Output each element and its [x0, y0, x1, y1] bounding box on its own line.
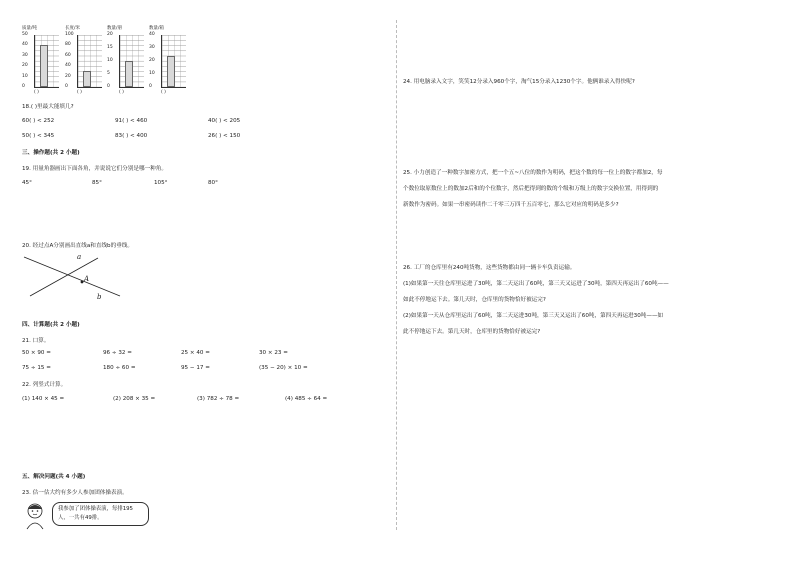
q21-title: 21. 口算。	[22, 338, 50, 344]
section-3-heading: 三、操作题(共 2 小题)	[22, 150, 80, 156]
chart-tick-label: 30	[22, 52, 28, 58]
chart-tick-label: 40	[149, 32, 155, 37]
q25-line: 个数位取原数位上的数加2后和的个位数字，然后把得到的数的个级和万级上的数字交换位置，用得到的	[403, 186, 659, 192]
student-cartoon-icon	[22, 500, 52, 530]
q18-item: 26( ) < 150	[208, 133, 241, 139]
chart-axis-label: 质量/吨	[22, 26, 38, 31]
bar-chart	[107, 25, 149, 97]
q18-item: 40( ) < 205	[208, 118, 241, 124]
chart-tick-label: 10	[107, 58, 113, 63]
q26-line: 26. 工厂的仓库里有240吨货物，这些货物都由同一辆卡车负责运输。	[403, 265, 576, 271]
chart-tick-label: 10	[22, 73, 28, 79]
angle-label: 80°	[208, 180, 218, 186]
bar-chart	[22, 25, 64, 97]
angle-label: 45°	[22, 180, 32, 186]
q19-title: 19. 用量角器画出下面各角，并说说它们分别是哪一种角。	[22, 166, 167, 172]
column-divider	[396, 20, 397, 530]
chart-bar	[125, 61, 133, 87]
chart-answer-blank: ( )	[161, 90, 166, 95]
chart-tick-label: 10	[149, 71, 155, 76]
oral-calc-item: 95 − 17 =	[181, 365, 210, 371]
bar-chart	[65, 25, 107, 97]
chart-tick-label: 5	[107, 71, 110, 76]
angle-label: 105°	[154, 180, 168, 186]
chart-axis-label: 长度/米	[65, 26, 81, 31]
oral-calc-item: 180 ÷ 60 =	[103, 365, 136, 371]
chart-answer-blank: ( )	[34, 90, 39, 95]
vertical-calc-item: (4) 485 ÷ 64 =	[285, 396, 328, 402]
point-a-label: A	[84, 275, 90, 283]
chart-tick-label: 15	[107, 45, 113, 50]
chart-tick-label: 0	[22, 84, 25, 89]
speech-bubble: 我参加了团体操表演，每排195人，一共有49排。	[52, 502, 149, 526]
vertical-calc-item: (3) 782 ÷ 78 =	[197, 396, 240, 402]
chart-tick-label: 0	[65, 84, 68, 89]
q18-item: 60( ) < 252	[22, 118, 55, 124]
chart-tick-label: 20	[107, 32, 113, 37]
chart-tick-label: 0	[107, 84, 110, 89]
q26-line: 此不停地运下去。第几天时，仓库里的货物恰好被运完?	[403, 329, 541, 335]
bar-chart	[149, 25, 191, 97]
q18-item: 91( ) < 460	[115, 118, 148, 124]
chart-tick-label: 50	[22, 32, 28, 37]
chart-tick-label: 20	[65, 73, 71, 79]
q18-title: 18.( )里最大能填几?	[22, 104, 74, 110]
q18-item: 50( ) < 345	[22, 133, 55, 139]
chart-bar	[167, 56, 175, 87]
vertical-calc-item: (1) 140 × 45 =	[22, 396, 65, 402]
q23-title: 23. 估一估大约有多少人参加团体操表演。	[22, 490, 128, 496]
oral-calc-item: 50 × 90 =	[22, 350, 51, 356]
q18-item: 83( ) < 400	[115, 133, 148, 139]
section-4-heading: 四、计算题(共 2 小题)	[22, 322, 80, 328]
intersecting-lines-figure	[20, 252, 130, 302]
chart-tick-label: 20	[149, 58, 155, 63]
q25-line: 25. 小力创造了一种数字加密方式，把一个五~八位的数作为明码，把这个数的每一位上的数字都加2，每	[403, 170, 663, 176]
line-b-label: b	[97, 293, 102, 301]
chart-axis-label: 数量/册	[107, 26, 123, 31]
chart-tick-label: 20	[22, 63, 28, 69]
line-a-label: a	[77, 253, 82, 261]
q20-title: 20. 经过点A分别画出直线a和直线b的垂线。	[22, 243, 133, 249]
chart-tick-label: 100	[65, 32, 74, 37]
q24-text: 24. 用电脑录入文字，笑笑12分录入960个字，淘气15分录入1230个字。他俩谁录入得快呢?	[403, 79, 635, 85]
chart-answer-blank: ( )	[77, 90, 82, 95]
q26-line: 如此不停地运下去。第几天时，仓库里的货物恰好被运完?	[403, 297, 546, 303]
oral-calc-item: 30 × 23 =	[259, 350, 288, 356]
chart-bar	[83, 71, 91, 87]
vertical-calc-item: (2) 208 × 35 =	[113, 396, 156, 402]
section-5-heading: 五、解决问题(共 4 小题)	[22, 474, 86, 480]
chart-tick-label: 80	[65, 42, 71, 48]
oral-calc-item: (35 − 20) × 10 =	[259, 365, 308, 371]
chart-tick-label: 40	[22, 42, 28, 48]
chart-bar	[40, 45, 48, 87]
chart-tick-label: 0	[149, 84, 152, 89]
oral-calc-item: 75 ÷ 15 =	[22, 365, 51, 371]
chart-tick-label: 30	[149, 45, 155, 50]
chart-tick-label: 40	[65, 63, 71, 69]
chart-axis-label: 数量/箱	[149, 26, 165, 31]
q25-line: 新数作为密码。如果一串密码读作二千零三万四千五百零七，那么它对应的明码是多少?	[403, 202, 619, 208]
oral-calc-item: 96 ÷ 32 =	[103, 350, 132, 356]
q26-line: (1)如果第一天往仓库里运进了30吨，第二天运出了60吨，第三天又运进了30吨，第四天再运出了60吨——	[403, 281, 669, 287]
chart-tick-label: 60	[65, 52, 71, 58]
angle-label: 85°	[92, 180, 102, 186]
q26-line: (2)如果第一天从仓库里运出了60吨，第二天运进30吨，第三天又运出了60吨，第四天再运进30吨——如	[403, 313, 664, 319]
q22-title: 22. 列竖式计算。	[22, 382, 67, 388]
chart-answer-blank: ( )	[119, 90, 124, 95]
oral-calc-item: 25 × 40 =	[181, 350, 210, 356]
